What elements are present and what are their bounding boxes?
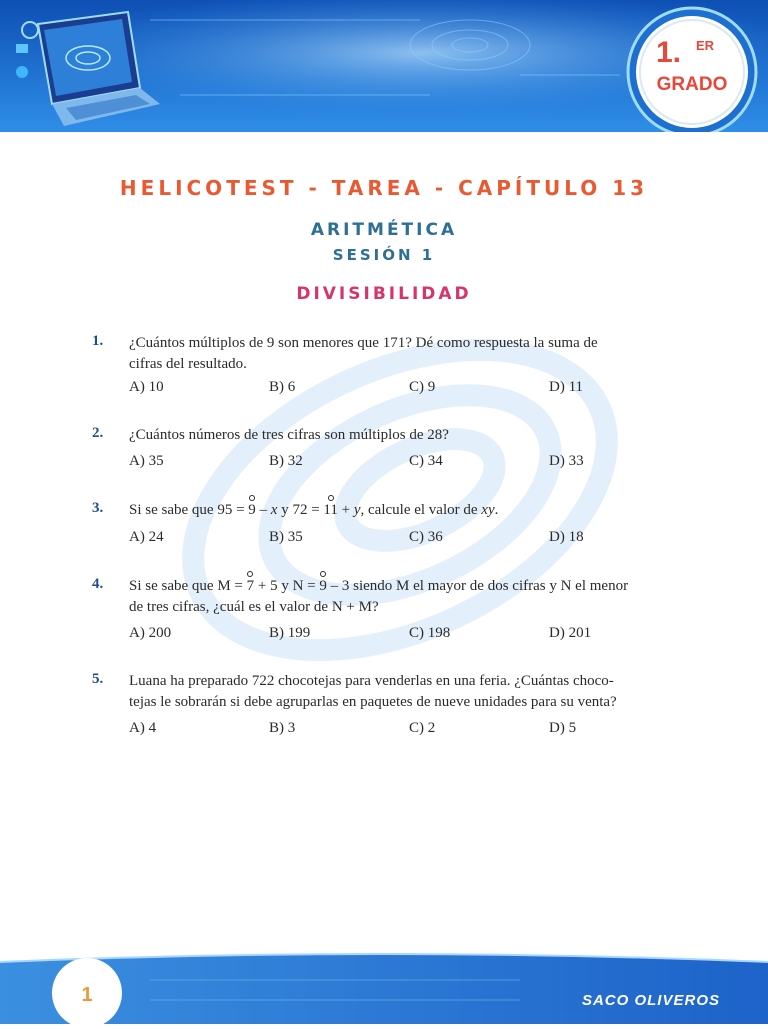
question-text [129,500,674,521]
multiple-of-11: 11 [323,500,337,521]
question-number: 4. [92,576,104,592]
option-c[interactable]: C) 198 [409,625,451,641]
text-fragment: Si se sabe que 95 = [129,502,249,518]
question-text [129,425,674,446]
question-text [129,671,674,713]
option-a[interactable]: A) 4 [129,720,157,736]
page-number-badge [52,958,122,1028]
question-line: cifras del resultado. [129,356,247,372]
topic-title: DIVISIBILIDAD [296,284,472,304]
text-fragment: – [255,502,271,518]
option-b[interactable]: B) 199 [269,625,311,641]
multiple-of-9: 9 [248,500,256,521]
option-b[interactable]: B) 3 [269,720,296,736]
option-a[interactable]: A) 24 [129,529,164,545]
question-line: ¿Cuántos números de tres cifras son múltiplos de 28? [129,427,449,443]
text-fragment: + [337,502,354,518]
page-title: HELICOTEST - TAREA - CAPÍTULO 13 [119,176,649,200]
option-b[interactable]: B) 32 [269,453,303,469]
text-fragment: + 5 y N = [254,578,320,594]
option-c[interactable]: C) 9 [409,379,436,395]
subject-title: ARITMÉTICA [310,220,458,240]
option-c[interactable]: C) 36 [409,529,443,545]
option-d[interactable]: D) 33 [549,453,584,469]
question-number: 1. [92,333,104,349]
option-d[interactable]: D) 201 [549,625,592,641]
option-b[interactable]: B) 6 [269,379,296,395]
grade-badge [636,16,748,128]
option-d[interactable]: D) 11 [549,379,584,395]
question-line: de tres cifras, ¿cuál es el valor de N + M? [129,599,379,615]
grade-number: 1. [656,36,682,69]
question-number: 5. [92,671,104,687]
text-fragment: Si se sabe que M = [129,578,247,594]
question-line: Luana ha preparado 722 chocotejas para venderlas en una feria. ¿Cuántas choco- [129,673,614,689]
option-d[interactable]: D) 5 [549,720,577,736]
question-number: 2. [92,425,104,441]
text-fragment: – 3 siendo M el mayor de dos cifras y N el menor [326,578,629,594]
option-c[interactable]: C) 2 [409,720,436,736]
grade-superscript: ER [696,38,715,53]
session-title: SESIÓN 1 [332,246,436,264]
option-a[interactable]: A) 10 [129,379,164,395]
multiple-of-7: 7 [247,576,255,597]
header-banner [0,0,768,132]
variable-xy: xy [481,502,495,518]
text-fragment: y 72 = [277,502,324,518]
question-text [129,576,674,618]
question-line [129,576,674,597]
option-d[interactable]: D) 18 [549,529,584,545]
question-number: 3. [92,500,104,516]
multiple-of-9: 9 [319,576,327,597]
option-a[interactable]: A) 200 [129,625,172,641]
question-line: ¿Cuántos múltiplos de 9 son menores que 171? Dé como respuesta la suma de [129,335,598,351]
text-fragment: . [494,502,499,518]
brand-name: SACO OLIVEROS [581,992,720,1009]
question-text [129,333,674,375]
variable-x: x [270,502,278,518]
page-number: 1 [81,984,93,1006]
option-b[interactable]: B) 35 [269,529,303,545]
grade-label: GRADO [656,74,728,95]
question-line: tejas le sobrarán si debe agruparlas en paquetes de nueve unidades para su venta? [129,694,617,710]
option-a[interactable]: A) 35 [129,453,164,469]
option-c[interactable]: C) 34 [409,453,443,469]
text-fragment: , calcule el valor de [360,502,482,518]
variable-y: y [353,502,361,518]
